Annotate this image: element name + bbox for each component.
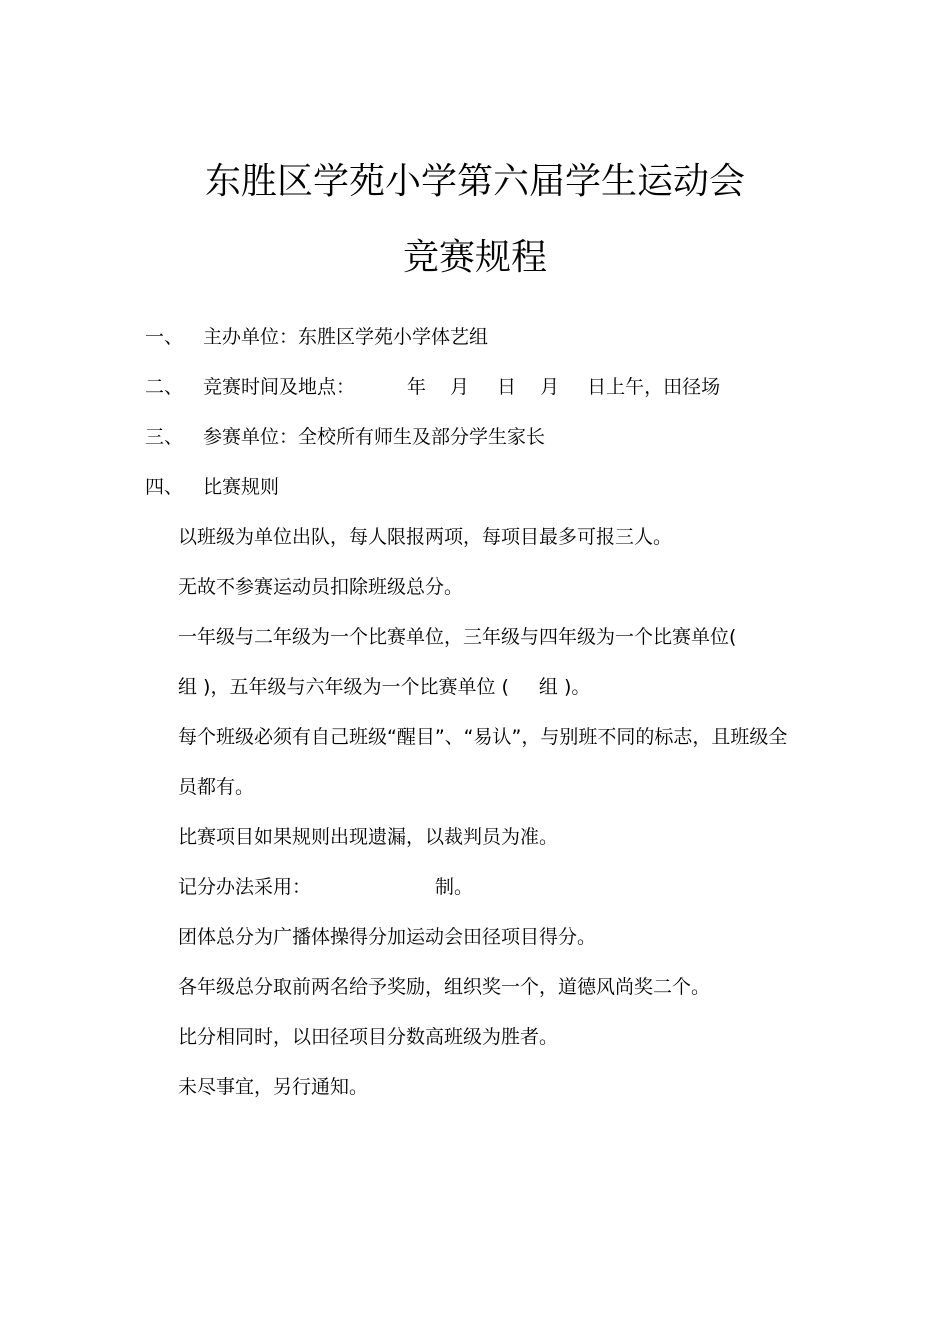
month-label: 月 [540,376,560,398]
rule-paragraph: 各年级总分取前两名给予奖励，组织奖一个，道德风尚奖二个。 [178,976,711,998]
section-text: 比赛规则 [203,476,280,498]
section-number: 三、 [145,426,184,448]
month-label: 月 [450,376,470,398]
section-number: 二、 [145,376,184,398]
day-time-location: 日上午，田径场 [587,376,721,398]
section-text: 主办单位：东胜区学苑小学体艺组 [203,326,489,348]
rule-text: 记分办法采用： [178,876,312,898]
rule-paragraph: 比赛项目如果规则出现遗漏，以裁判员为准。 [178,826,559,848]
rule-paragraph: 以班级为单位出队，每人限报两项，每项目最多可报三人。 [178,526,673,548]
rule-text: 组 )，五年级与六年级为一个比赛单位 ( [178,676,509,698]
rule-paragraph: 员都有。 [178,776,255,798]
document-subtitle: 竞赛规程 [402,237,547,278]
rule-paragraph [178,674,590,700]
rule-paragraph: 一年级与二年级为一个比赛单位，三年级与四年级为一个比赛单位( [178,626,737,648]
rule-paragraph: 未尽事宜，另行通知。 [178,1076,369,1098]
rule-paragraph: 每个班级必须有自己班级“醒目”、“易认”，与别班不同的标志，且班级全 [178,726,788,748]
day-label: 日 [497,376,517,398]
section-text: 参赛单位：全校所有师生及部分学生家长 [203,426,546,448]
rule-text: 制。 [435,876,474,898]
section-number: 四、 [145,476,184,498]
rule-text: 组 )。 [538,676,591,698]
rule-paragraph: 团体总分为广播体操得分加运动会田径项目得分。 [178,926,597,948]
document-title: 东胜区学苑小学第六届学生运动会 [204,161,745,202]
time-place-label: 竞赛时间及地点： [203,376,356,398]
section-text [203,374,720,400]
rule-paragraph: 比分相同时，以田径项目分数高班级为胜者。 [178,1026,559,1048]
section-number: 一、 [145,326,184,348]
year-label: 年 [407,376,427,398]
rule-paragraph: 无故不参赛运动员扣除班级总分。 [178,576,464,598]
rule-paragraph [178,874,473,900]
